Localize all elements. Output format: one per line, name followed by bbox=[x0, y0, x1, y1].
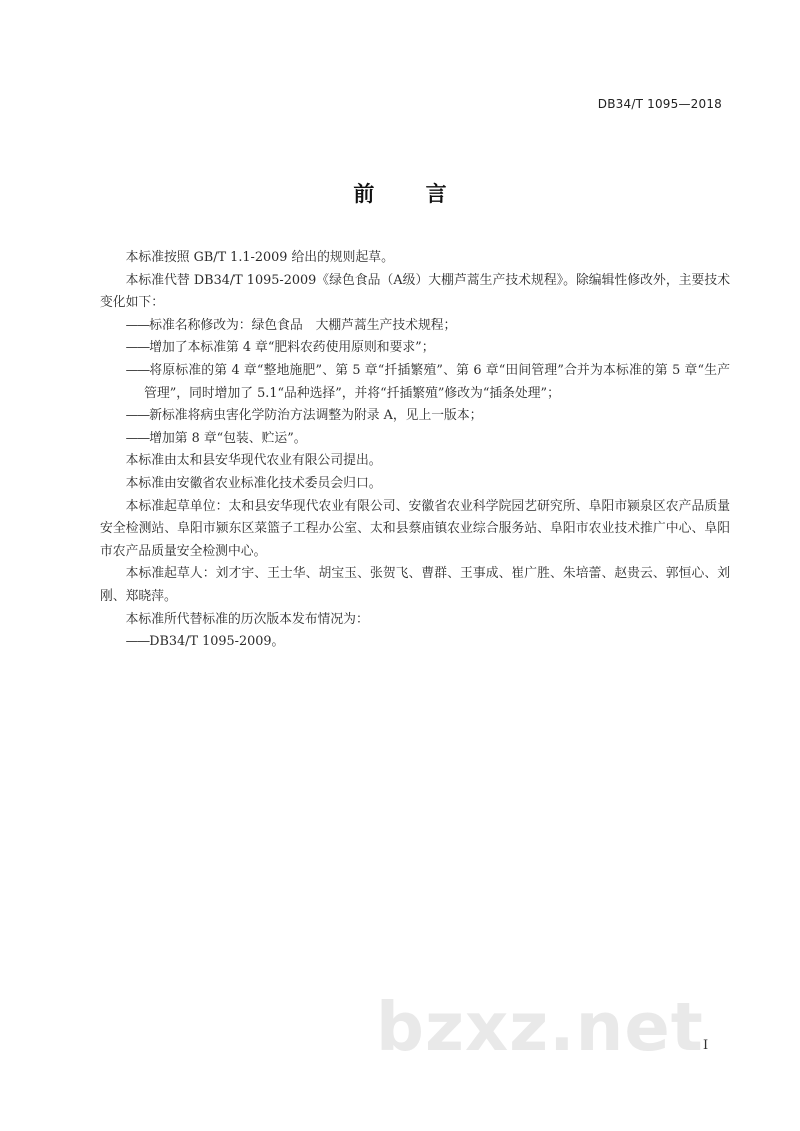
paragraph-drafting-rule: 本标准按照 GB/T 1.1-2009 给出的规则起草。 bbox=[125, 250, 394, 265]
dash-mark: —— bbox=[125, 340, 150, 356]
paragraph-committee: 本标准由安徽省农业标准化技术委员会归口。 bbox=[125, 475, 382, 491]
change-item-text: 新标准将病虫害化学防治方法调整为附录 A，见上一版本； bbox=[149, 408, 483, 424]
change-item-text: 标准名称修改为：绿色食品 大棚芦蒿生产技术规程； bbox=[149, 317, 457, 333]
dash-mark: —— bbox=[125, 408, 150, 424]
history-item bbox=[100, 631, 730, 654]
paragraph-history: 本标准所代替标准的历次版本发布情况为： bbox=[125, 611, 369, 627]
page-title: 前 言 bbox=[353, 182, 469, 206]
change-item-chapter8 bbox=[100, 428, 730, 451]
change-item-text: 将原标准的第 4 章“整地施肥”、第 5 章“扦插繁殖”、第 6 章“田间管理”合并为本标准的第 5 章“生产管理”，同时增加了 5.1“品种选择”，并将“扦插繁殖”修改为“插条处理”； bbox=[144, 362, 730, 401]
paragraph-replacement: 本标准代替 DB34/T 1095-2009《绿色食品（A级）大棚芦蒿生产技术规程》。除编辑性修改外，主要技术变化如下： bbox=[100, 272, 730, 311]
page-number: I bbox=[703, 1038, 709, 1053]
paragraph-drafters: 本标准起草人：刘才宇、王士华、胡宝玉、张贺飞、曹群、王事成、崔广胜、朱培蕾、赵贵云、郭恒心、刘刚、郑晓萍。 bbox=[100, 566, 730, 604]
change-item-title bbox=[100, 315, 730, 338]
change-item-text: 增加了本标准第 4 章“肥料农药使用原则和要求”； bbox=[149, 340, 435, 356]
standard-code: DB34/T 1095—2018 bbox=[597, 97, 722, 111]
change-item-merge bbox=[100, 360, 730, 405]
paragraph-proposer: 本标准由太和县安华现代农业有限公司提出。 bbox=[125, 453, 382, 469]
dash-mark: —— bbox=[125, 317, 150, 333]
change-item-chapter4 bbox=[100, 337, 730, 360]
history-item-text: DB34/T 1095-2009。 bbox=[149, 634, 285, 650]
change-item-text: 增加第 8 章“包装、贮运”。 bbox=[149, 430, 307, 446]
dash-mark: —— bbox=[125, 430, 150, 446]
paragraph-drafting-units: 本标准起草单位：太和县安华现代农业有限公司、安徽省农业科学院园艺研究所、阜阳市颍泉区农产品质量安全检测站、阜阳市颍东区菜篮子工程办公室、太和县蔡庙镇农业综合服务站、阜阳市农业技术推广中心、阜阳市农产品质量安全检测中心。 bbox=[100, 498, 730, 559]
document-body bbox=[100, 247, 730, 654]
watermark: bzxz.net bbox=[376, 988, 704, 1066]
change-item-appendix bbox=[100, 405, 730, 428]
dash-mark: —— bbox=[125, 634, 150, 650]
dash-mark: —— bbox=[125, 362, 150, 378]
